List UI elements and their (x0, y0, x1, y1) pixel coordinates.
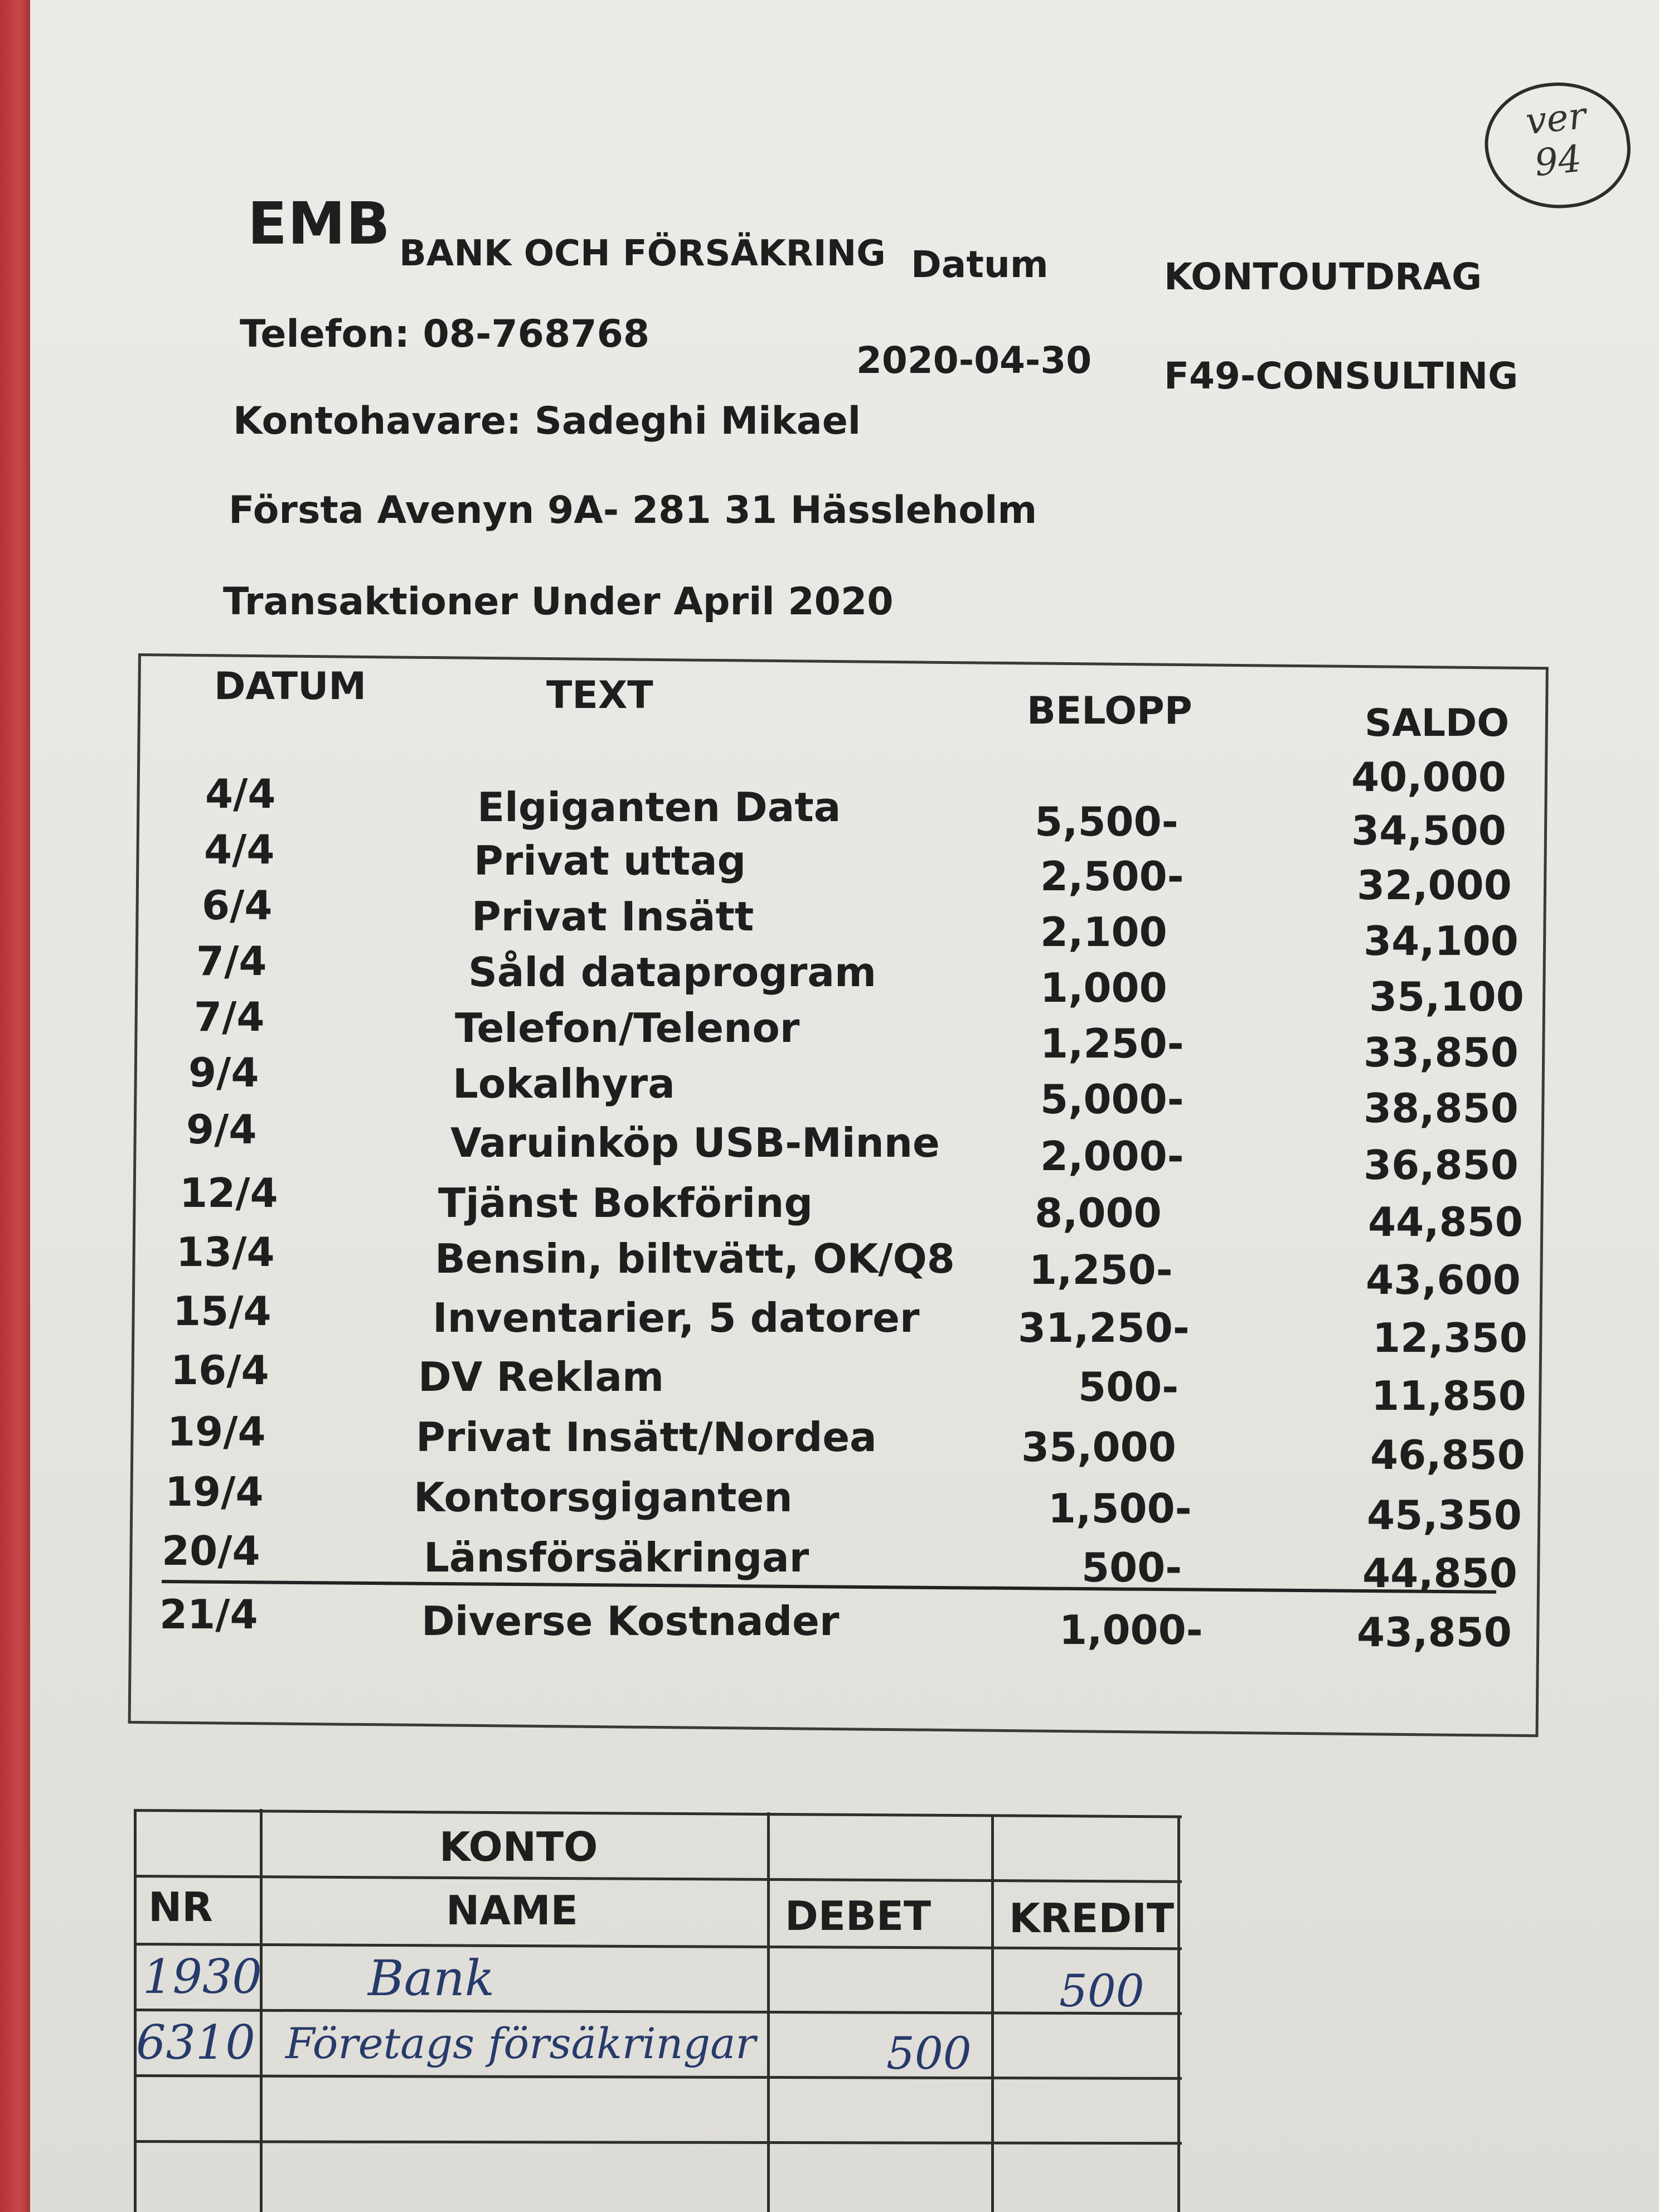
col-header-date: DATUM (214, 664, 367, 709)
konto-header: KONTO (439, 1823, 598, 1870)
entry-nr: 1930 (143, 1949, 262, 2004)
row-text: Privat Insätt (472, 893, 754, 940)
row-balance: 45,350 (1367, 1492, 1522, 1539)
row-date: 12/4 (180, 1170, 278, 1216)
row-amount: 1,000- (1059, 1607, 1203, 1653)
grid-line (134, 2074, 1182, 2080)
row-date: 21/4 (159, 1591, 258, 1638)
row-text: Inventarier, 5 datorer (433, 1294, 920, 1341)
row-date: 6/4 (202, 882, 273, 929)
grid-line (134, 1943, 1182, 1950)
row-amount: 5,000- (1040, 1076, 1184, 1123)
row-text: Bensin, biltvätt, OK/Q8 (435, 1235, 955, 1282)
row-date: 9/4 (188, 1049, 259, 1096)
red-folder-edge (0, 0, 35, 2212)
row-amount: 1,250- (1029, 1246, 1173, 1293)
row-balance: 43,850 (1357, 1609, 1512, 1656)
row-balance: 12,350 (1372, 1314, 1527, 1361)
row-balance: 35,100 (1369, 973, 1524, 1020)
row-text: Elgiganten Data (477, 784, 841, 831)
row-date: 4/4 (204, 826, 275, 873)
bank-name: BANK OCH FÖRSÄKRING (399, 233, 886, 274)
row-date: 9/4 (186, 1106, 257, 1153)
row-amount: 31,250- (1018, 1304, 1190, 1351)
row-date: 13/4 (176, 1229, 275, 1275)
row-text: Diverse Kostnader (421, 1598, 840, 1645)
document-type: KONTOUTDRAG (1164, 255, 1482, 298)
row-date: 4/4 (205, 770, 276, 817)
row-text: Varuinköp USB-Minne (450, 1119, 940, 1166)
row-amount: 2,500- (1040, 853, 1184, 900)
entry-name: Bank (368, 1949, 495, 2007)
row-text: Kontorsgiganten (414, 1474, 793, 1521)
company-name: F49-CONSULTING (1164, 355, 1519, 397)
konto-table (134, 1809, 1182, 2212)
row-balance: 36,850 (1364, 1142, 1519, 1189)
row-date: 15/4 (173, 1288, 271, 1335)
row-amount: 500- (1081, 1544, 1182, 1591)
row-balance: 34,500 (1351, 807, 1506, 854)
opening-balance: 40,000 (1351, 754, 1506, 801)
row-text: Privat Insätt/Nordea (416, 1414, 877, 1461)
entry-debet: 500 (886, 2027, 972, 2079)
row-amount: 5,500- (1035, 798, 1178, 845)
row-amount: 35,000 (1021, 1424, 1176, 1471)
row-balance: 43,600 (1366, 1257, 1521, 1303)
row-amount: 2,000- (1040, 1133, 1184, 1180)
row-text: Privat uttag (474, 837, 746, 884)
row-balance: 34,100 (1364, 918, 1519, 964)
grid-line (134, 2009, 1182, 2015)
address: Första Avenyn 9A- 281 31 Hässleholm (229, 488, 1037, 532)
stamp-line1: ver (1524, 94, 1588, 143)
row-amount: 8,000 (1035, 1190, 1162, 1236)
row-balance: 44,850 (1362, 1550, 1517, 1597)
debet-header: DEBET (785, 1893, 932, 1939)
row-text: Telefon/Telenor (455, 1005, 800, 1051)
grid-line (134, 2140, 1182, 2145)
row-text: Tjänst Bokföring (438, 1180, 813, 1226)
name-header: NAME (446, 1887, 578, 1934)
row-balance: 33,850 (1364, 1029, 1519, 1076)
row-amount: 1,250- (1040, 1020, 1184, 1067)
row-balance: 44,850 (1368, 1199, 1523, 1245)
row-date: 7/4 (194, 993, 265, 1040)
phone-number: Telefon: 08-768768 (240, 312, 650, 356)
row-text: Såld dataprogram (468, 949, 877, 996)
row-amount: 2,100 (1040, 909, 1167, 955)
col-header-balance: SALDO (1365, 701, 1510, 745)
nr-header: NR (148, 1884, 213, 1930)
row-date: 19/4 (167, 1408, 266, 1455)
row-text: DV Reklam (418, 1354, 664, 1400)
row-amount: 500- (1078, 1364, 1179, 1410)
col-header-amount: BELOPP (1027, 689, 1192, 733)
entry-name: Företags försäkringar (285, 2019, 756, 2068)
col-header-text: TEXT (546, 673, 653, 717)
row-amount: 1,000 (1040, 964, 1167, 1011)
bank-logo: EMB (248, 190, 391, 258)
row-text: Lokalhyra (453, 1060, 675, 1107)
stamp-line2: 94 (1532, 137, 1584, 185)
row-balance: 38,850 (1364, 1085, 1519, 1132)
entry-kredit: 500 (1059, 1965, 1144, 2017)
row-date: 20/4 (162, 1527, 260, 1574)
row-amount: 1,500- (1048, 1485, 1192, 1532)
account-holder: Kontohavare: Sadeghi Mikael (233, 399, 861, 443)
row-balance: 46,850 (1370, 1432, 1525, 1478)
period-heading: Transaktioner Under April 2020 (223, 580, 894, 624)
row-date: 16/4 (171, 1347, 269, 1394)
row-balance: 11,850 (1371, 1372, 1526, 1419)
grid-line (134, 1875, 1182, 1883)
row-text: Länsförsäkringar (424, 1534, 809, 1581)
row-date: 19/4 (165, 1468, 264, 1515)
date-label: Datum (911, 243, 1049, 286)
entry-nr: 6310 (136, 2015, 255, 2070)
row-date: 7/4 (196, 938, 267, 984)
kredit-header: KREDIT (1009, 1895, 1175, 1942)
statement-date: 2020-04-30 (856, 339, 1092, 382)
row-balance: 32,000 (1357, 862, 1512, 909)
grid-line (134, 1809, 1182, 1818)
